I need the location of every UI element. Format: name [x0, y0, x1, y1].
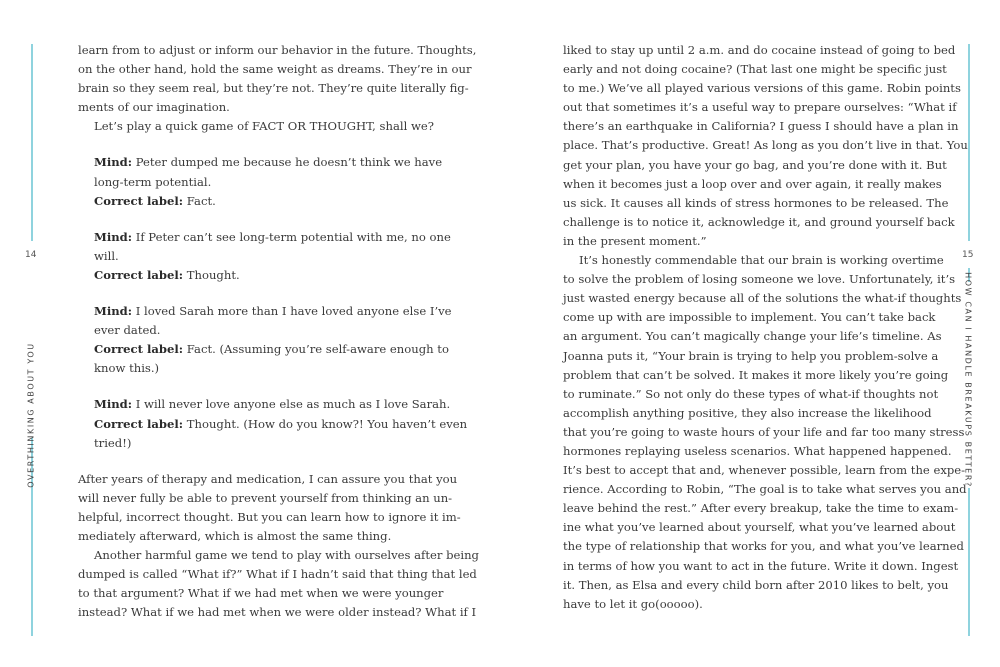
example-answer-line: tried!) — [94, 435, 132, 450]
example-text: Peter dumped me because he doesn’t think we have — [135, 155, 443, 170]
running-head-left: OVERTHINKING ABOUT YOU — [26, 342, 36, 488]
example-answer-line — [78, 340, 449, 359]
body-line: in the present moment.” — [563, 233, 707, 248]
body-line: out that sometimes it’s a useful way to prepare ourselves: “What if — [563, 100, 957, 115]
correct-label: Correct label: — [94, 342, 184, 357]
body-line: leave behind the rest.” After every breakup, take the time to exam- — [563, 501, 959, 516]
body-line: brain so they seem real, but they’re not. They’re quite literally fig- — [78, 81, 469, 96]
body-line: to me.) We’ve all played various versions of this game. Robin points — [563, 81, 961, 96]
example-text: I will never love anyone else as much as I love Sarah. — [135, 397, 451, 412]
example-answer-line — [78, 266, 438, 285]
body-line: early and not doing cocaine? (That last one might be specific just — [563, 62, 947, 77]
body-line: challenge is to notice it, acknowledge it, and ground yourself back — [563, 214, 955, 229]
example-answer: Fact. (Assuming you’re self-aware enough to — [186, 342, 449, 357]
body-line: ine what you’ve learned about yourself, what you’ve learned about — [563, 520, 956, 535]
body-line: Let’s play a quick game of FACT OR THOUGHT, shall we? — [94, 119, 434, 134]
body-line: when it becomes just a loop over and over again, it really makes — [563, 176, 942, 191]
example-mind-line — [78, 302, 452, 321]
body-line: us sick. It causes all kinds of stress hormones to be released. The — [563, 195, 949, 210]
example-mind-line: long-term potential. — [94, 174, 212, 189]
body-line: helpful, incorrect thought. But you can learn how to ignore it im- — [78, 509, 461, 524]
body-line: instead? What if we had met when we were older instead? What if I — [78, 605, 477, 620]
page-number-right: 15 — [962, 250, 974, 260]
body-line: place. That’s productive. Great! As long as you don’t live in that. You — [563, 138, 968, 153]
right-page — [500, 0, 1000, 667]
body-line: in terms of how you want to act in the future. Write it down. Ingest — [563, 558, 959, 573]
accent-bar-top-right — [968, 44, 970, 241]
example-answer-line — [78, 415, 468, 434]
body-line: After years of therapy and medication, I can assure you that you — [78, 471, 458, 486]
correct-label: Correct label: — [94, 193, 184, 208]
body-line: come up with are impossible to implement. You can’t take back — [563, 310, 936, 325]
body-line: there’s an earthquake in California? I guess I should have a plan in — [563, 119, 959, 134]
body-line: an argument. You can’t magically change your life’s timeline. As — [563, 329, 942, 344]
correct-label: Correct label: — [94, 267, 184, 282]
body-line: It’s best to accept that and, whenever possible, learn from the expe- — [563, 463, 966, 478]
mind-label: Mind: — [94, 229, 133, 244]
example-answer: Thought. — [186, 267, 240, 282]
body-line: problem that can’t be solved. It makes it more likely you’re going — [563, 367, 949, 382]
example-answer: Fact. — [186, 193, 216, 208]
body-line: have to let it go(ooooo). — [563, 596, 703, 611]
body-line: Another harmful game we tend to play with ourselves after being — [94, 548, 479, 563]
body-line: that you’re going to waste hours of your life and far too many stress — [563, 424, 965, 439]
example-mind-line — [78, 153, 443, 172]
example-answer-line — [78, 192, 438, 211]
example-text: I loved Sarah more than I have loved anyone else I’ve — [135, 304, 452, 319]
body-line: Joanna puts it, “Your brain is trying to help you problem-solve a — [563, 348, 939, 363]
body-line: to that argument? What if we had met when we were younger — [78, 586, 444, 601]
example-mind-line — [78, 395, 451, 414]
accent-bar-top-left — [31, 44, 33, 241]
body-line: dumped is called “What if?” What if I hadn’t said that thing that led — [78, 567, 477, 582]
body-line: it. Then, as Elsa and every child born after 2010 likes to belt, you — [563, 577, 949, 592]
body-line: the type of relationship that works for you, and what you’ve learned — [563, 539, 964, 554]
body-line: to ruminate.” So not only do these types of what-if thoughts not — [563, 386, 939, 401]
mind-label: Mind: — [94, 397, 133, 412]
body-line: get your plan, you have your go bag, and you’re done with it. But — [563, 157, 947, 172]
example-text: If Peter can’t see long-term potential with me, no one — [135, 229, 451, 244]
body-line: on the other hand, hold the same weight as dreams. They’re in our — [78, 62, 472, 77]
body-line: It’s honestly commendable that our brain is working overtime — [579, 253, 944, 268]
body-line: just wasted energy because all of the solutions the what-if thoughts — [563, 291, 962, 306]
page-number-left: 14 — [25, 250, 37, 260]
body-line: learn from to adjust or inform our behavior in the future. Thoughts, — [78, 43, 477, 57]
body-line: to solve the problem of losing someone we love. Unfortunately, it’s — [563, 272, 956, 287]
example-mind-line: ever dated. — [94, 323, 161, 338]
body-line: will never fully be able to prevent yourself from thinking an un- — [78, 490, 453, 505]
mind-label: Mind: — [94, 155, 133, 170]
body-line: mediately afterward, which is almost the same thing. — [78, 528, 392, 543]
accent-bar-bottom-right — [968, 488, 970, 636]
body-line: accomplish anything positive, they also increase the likelihood — [563, 405, 932, 420]
body-line: hormones replaying useless scenarios. What happened happened. — [563, 443, 952, 458]
example-mind-line: will. — [94, 248, 119, 263]
correct-label: Correct label: — [94, 416, 184, 431]
body-line: liked to stay up until 2 a.m. and do cocaine instead of going to bed — [563, 43, 956, 57]
example-answer: Thought. (How do you know?! You haven’t even — [186, 416, 468, 431]
running-head-right: HOW CAN I HANDLE BREAKUPS BETTER? — [963, 272, 973, 488]
example-mind-line — [78, 228, 451, 247]
left-text-column — [78, 41, 479, 622]
example-answer-line: know this.) — [94, 361, 160, 376]
mind-label: Mind: — [94, 304, 133, 319]
body-line: rience. According to Robin, “The goal is to take what serves you and — [563, 482, 967, 497]
body-line: ments of our imagination. — [78, 100, 230, 115]
